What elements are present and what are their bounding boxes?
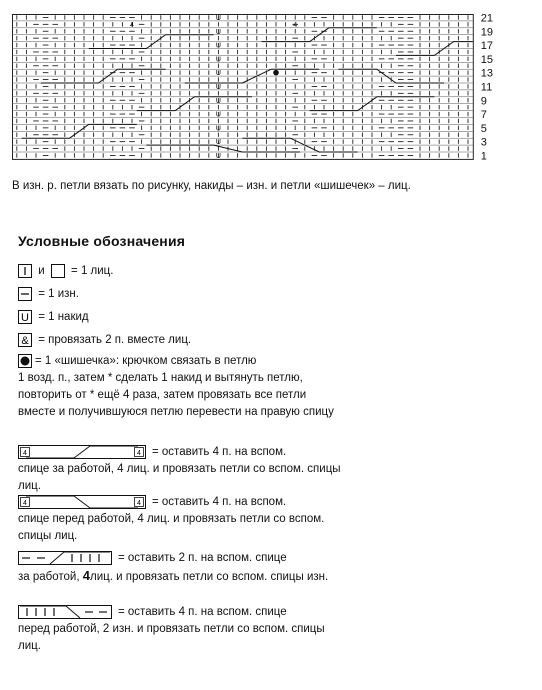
legend-cable-back-4-rest: спице за работой, 4 лиц. и провязать петли со вспом. спицы лиц.: [18, 463, 341, 492]
chart-yo-symbol: U: [215, 152, 221, 160]
legend-cable-back-4: [18, 444, 348, 495]
chart-yo-symbol: U: [215, 83, 221, 91]
chart-yo-symbol: U: [215, 125, 221, 133]
chart-row-number: 5: [480, 122, 487, 135]
yarn-over-symbol: U: [21, 312, 29, 324]
legend-cable-front-4-first: = оставить 4 п. на вспом.: [152, 496, 287, 508]
legend-bobble-first: = 1 «шишечка»: крючком связать в петлю: [35, 355, 257, 367]
chart-bobble: [273, 70, 279, 76]
chart-row-number: 19: [480, 26, 494, 39]
chart-yo-symbol: U: [215, 28, 221, 36]
chart-cable-number: 4: [130, 21, 134, 29]
legend-yarn-over-text: = 1 накид: [38, 311, 89, 324]
chart-yo-symbol: U: [215, 139, 221, 147]
cable-back-2p-icon: [18, 551, 112, 565]
k2tog-icon: [18, 333, 32, 347]
cable-front-4-icon: [18, 495, 146, 509]
purl-stitch-icon: [18, 287, 32, 301]
chart-row-number: 7: [480, 109, 487, 122]
chart-row-number: 3: [480, 136, 487, 149]
legend-cable-back-4-first: = оставить 4 п. на вспом.: [152, 446, 287, 458]
legend-bobble-rest: 1 возд. п., затем * сделать 1 накид и вытянуть петлю, повторить от * ещё 4 раза, затем провязать все петли вместе и получившуюся петлю перевести на правую спицу: [18, 372, 334, 418]
yarn-over-icon: [18, 310, 32, 324]
chart-row-number: 21: [480, 12, 494, 25]
chart-note: В изн. р. петли вязать по рисунку, накиды – изн. и петли «шишечек» – лиц.: [12, 180, 411, 192]
legend-cable-front-2p-first: = оставить 4 п. на вспом. спице: [118, 606, 287, 618]
chart-row-number: 13: [480, 67, 494, 80]
legend-knit-connector: и: [38, 265, 45, 278]
chart-yo-symbol: U: [215, 14, 221, 22]
empty-cell-icon: [51, 264, 65, 278]
legend-cable-back-2p-rest-a: за работой,: [18, 571, 80, 583]
chart-yo-symbol: U: [215, 42, 221, 50]
legend-cable-front-2p-rest: перед работой, 2 изн. и провязать петли со вспом. спицы лиц.: [18, 623, 325, 652]
cable-front-4-right-num: 4: [137, 499, 141, 507]
legend-cable-front-4-rest: спице перед работой, 4 лиц. и провязать петли со вспом. спицы лиц.: [18, 513, 325, 542]
legend-k2tog: [18, 333, 191, 347]
chart-row-number: 11: [480, 81, 493, 94]
legend-k2tog-text: = провязать 2 п. вместе лиц.: [38, 334, 192, 347]
legend-cable-back-2p-num: 4: [82, 568, 90, 583]
chart-yo-symbol: U: [215, 97, 221, 105]
chart-grid: [12, 12, 502, 167]
chart-yo-symbol: U: [215, 111, 221, 119]
legend-purl: [18, 287, 79, 301]
cable-back-4-icon: [18, 445, 146, 459]
knit-stitch-icon: [18, 264, 32, 278]
legend-cable-back-2p-rest-b: лиц. и провязать петли со вспом. спицы изн.: [89, 571, 329, 583]
cable-back-4-right-num: 4: [137, 449, 141, 457]
legend-knit: [18, 264, 113, 278]
chart-cable-number: 4: [293, 21, 298, 29]
legend-cable-back-2p-first: = оставить 2 п. на вспом. спице: [118, 552, 287, 564]
legend-yarn-over: [18, 310, 89, 324]
legend-purl-text: = 1 изн.: [38, 288, 79, 301]
bobble-icon: [18, 354, 32, 368]
cable-front-2p-icon: [18, 605, 112, 619]
chart-row-number: 9: [480, 95, 487, 108]
cable-back-4-left-num: 4: [23, 449, 27, 457]
chart-yo-symbol: U: [215, 56, 221, 64]
chart-row-number: 17: [480, 40, 494, 53]
legend-cable-front-2p: [18, 604, 348, 655]
cable-front-4-left-num: 4: [23, 499, 27, 507]
chart-row-number: 1: [480, 150, 487, 163]
knitting-chart: [12, 12, 502, 167]
legend-knit-text: = 1 лиц.: [71, 265, 114, 278]
legend-bobble: [18, 353, 338, 421]
k2tog-symbol: &: [21, 335, 29, 347]
legend-title: Условные обозначения: [18, 233, 186, 249]
legend-cable-back-2p: [18, 550, 348, 586]
legend-cable-front-4: [18, 494, 348, 545]
chart-yo-symbol: U: [215, 70, 221, 78]
chart-frame: [13, 15, 474, 160]
chart-row-number: 15: [480, 53, 494, 66]
